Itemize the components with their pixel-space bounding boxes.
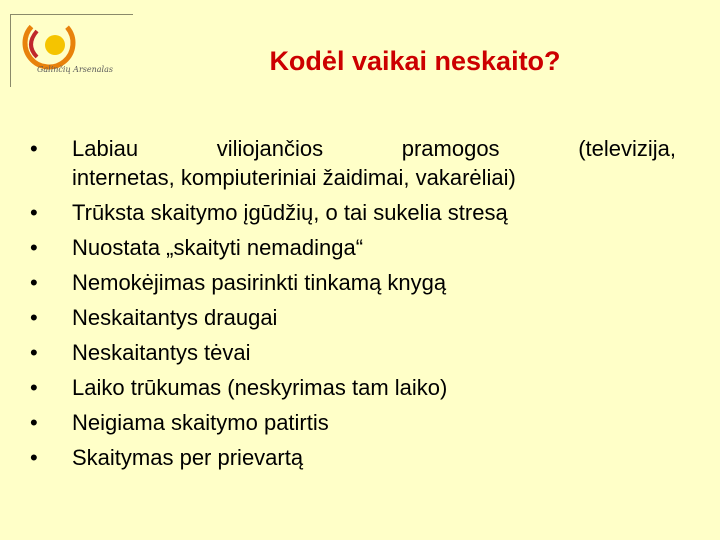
list-item-text bbox=[72, 134, 676, 192]
list-item-text-line1: Labiau viliojančios pramogos (televizija, bbox=[72, 136, 676, 161]
bullet-icon: • bbox=[30, 445, 38, 470]
bullet-icon: • bbox=[30, 200, 38, 225]
logo-text: Galinčių Arsenalas bbox=[37, 65, 113, 74]
bullet-icon: • bbox=[30, 340, 38, 365]
list-item bbox=[28, 373, 676, 402]
list-item-text: Neskaitantys draugai bbox=[72, 305, 278, 330]
list-item-text: Skaitymas per prievartą bbox=[72, 445, 304, 470]
bullet-icon: • bbox=[30, 270, 38, 295]
list-item-text: Trūksta skaitymo įgūdžių, o tai sukelia stresą bbox=[72, 200, 508, 225]
bullet-icon: • bbox=[30, 136, 38, 161]
list-item-text: Nuostata „skaityti nemadinga“ bbox=[72, 235, 364, 260]
logo bbox=[10, 14, 133, 87]
list-item bbox=[28, 443, 676, 472]
list-item bbox=[28, 303, 676, 332]
sun-logo-icon bbox=[15, 17, 95, 71]
list-item bbox=[28, 338, 676, 367]
bullet-list bbox=[28, 134, 676, 478]
bullet-icon: • bbox=[30, 235, 38, 260]
list-item bbox=[28, 268, 676, 297]
list-item-text: Laiko trūkumas (neskyrimas tam laiko) bbox=[72, 375, 448, 400]
list-item-text: Nemokėjimas pasirinkti tinkamą knygą bbox=[72, 270, 447, 295]
list-item-text: Neigiama skaitymo patirtis bbox=[72, 410, 329, 435]
list-item bbox=[28, 233, 676, 262]
list-item-text: Neskaitantys tėvai bbox=[72, 340, 251, 365]
list-item bbox=[28, 198, 676, 227]
bullet-icon: • bbox=[30, 305, 38, 330]
bullet-icon: • bbox=[30, 410, 38, 435]
bullet-icon: • bbox=[30, 375, 38, 400]
list-item-text-line2: internetas, kompiuteriniai žaidimai, vakarėliai) bbox=[72, 165, 516, 190]
list-item bbox=[28, 134, 676, 192]
list-item bbox=[28, 408, 676, 437]
slide-title: Kodėl vaikai neskaito? bbox=[269, 46, 561, 76]
